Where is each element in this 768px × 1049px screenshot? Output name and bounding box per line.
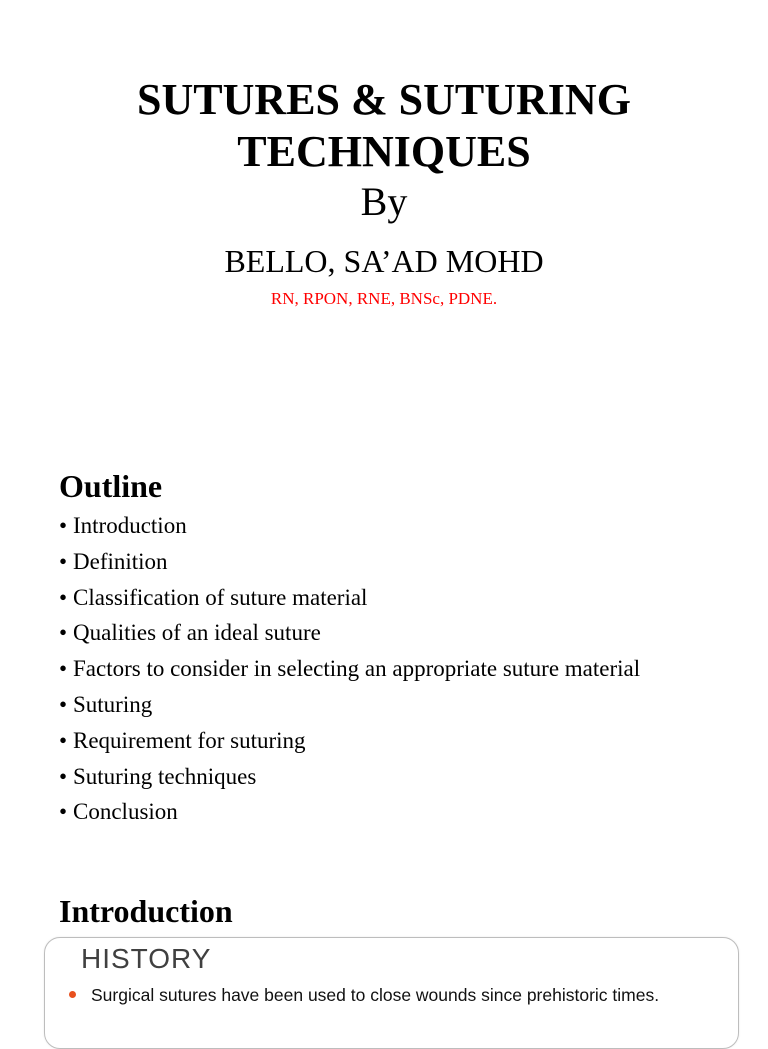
bullet-icon: • <box>59 656 68 682</box>
history-card-title: HISTORY <box>81 943 212 974</box>
outline-item-label: Definition <box>73 548 168 574</box>
outline-heading: Outline <box>59 468 163 504</box>
outline-item-label: Conclusion <box>73 799 178 825</box>
outline-item-label: Factors to consider in selecting an appropriate suture material <box>73 656 641 682</box>
outline-item <box>59 544 640 580</box>
history-bullet <box>69 986 709 1004</box>
bullet-icon: • <box>59 691 68 717</box>
history-card <box>44 937 739 1049</box>
outline-item <box>59 651 640 687</box>
bullet-icon: • <box>59 584 68 610</box>
bullet-icon: • <box>59 620 68 646</box>
title-line-2: TECHNIQUES <box>237 127 531 176</box>
bullet-icon: • <box>59 727 68 753</box>
outline-item-label: Qualities of an ideal suture <box>73 620 321 646</box>
author-name: BELLO, SA’AD MOHD <box>224 243 544 279</box>
outline-item <box>59 615 640 651</box>
introduction-heading: Introduction <box>59 893 233 929</box>
outline-item-label: Introduction <box>73 513 187 538</box>
by-label: By <box>360 179 408 224</box>
outline-item <box>59 723 640 759</box>
history-bullet-text: Surgical sutures have been used to close wounds since prehistoric times. <box>91 985 660 1005</box>
outline-item-label: Requirement for suturing <box>73 727 306 753</box>
outline-item <box>59 508 640 544</box>
outline-list <box>59 508 640 830</box>
bullet-icon: • <box>59 548 68 574</box>
bullet-dot-icon <box>69 991 76 998</box>
bullet-icon: • <box>59 799 68 825</box>
outline-item <box>59 687 640 723</box>
bullet-icon: • <box>59 513 68 538</box>
outline-item <box>59 759 640 795</box>
outline-item-label: Suturing <box>73 691 153 717</box>
outline-item-label: Suturing techniques <box>73 763 257 789</box>
bullet-icon: • <box>59 763 68 789</box>
title-line-1: SUTURES & SUTURING <box>137 75 631 124</box>
outline-item-label: Classification of suture material <box>73 584 368 610</box>
outline-item <box>59 794 640 830</box>
author-credentials: RN, RPON, RNE, BNSc, PDNE. <box>270 289 498 308</box>
outline-item <box>59 580 640 616</box>
